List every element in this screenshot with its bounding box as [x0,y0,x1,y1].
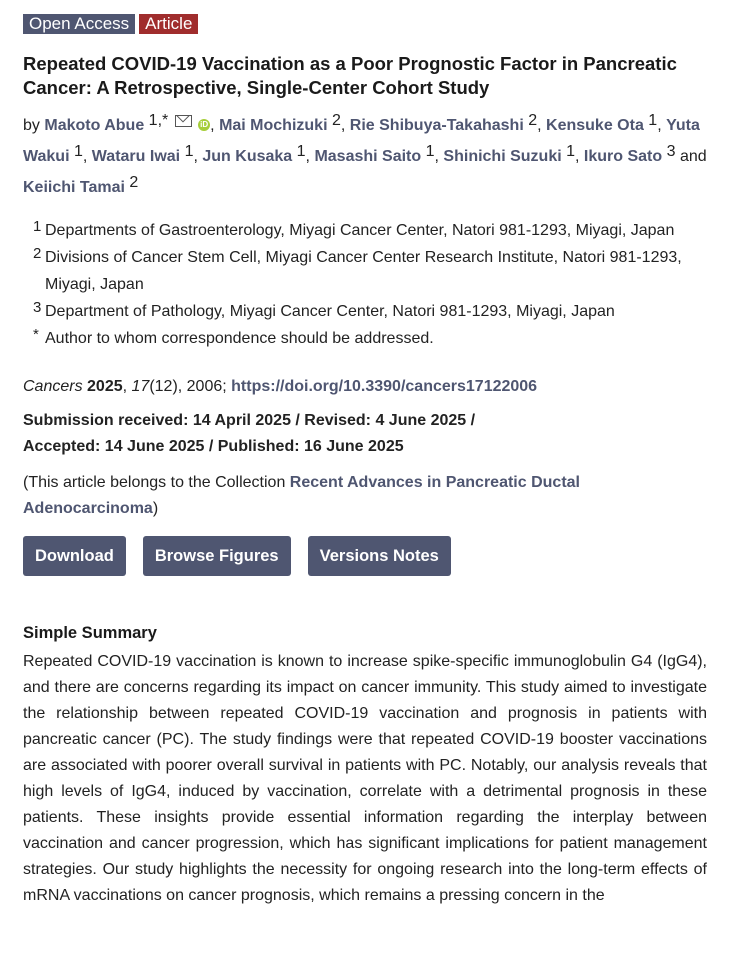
author-sup: 2 [528,112,538,129]
author-link[interactable]: Shinichi Suzuki [443,148,562,165]
author-link[interactable]: Yuta Wakui [23,117,700,165]
affiliation-text: Departments of Gastroenterology, Miyagi Cancer Center, Natori 981-1293, Miyagi, Japan [45,222,675,239]
author-sup: 1 [296,143,306,160]
collection-suffix: ) [152,500,159,517]
simple-summary-text: Repeated COVID-19 vaccination is known to increase spike-specific immunoglobulin G4 (IgG4), and there are concerns regarding its impact on cancer immunity. This study aimed to investigate the relationship between repeated COVID-19 vaccination and prognosis in patients with pancreatic cancer (PC). The study findings were that repeated COVID-19 booster vaccinations are associated with poorer overall survival in patients with PC. Notably, our analysis reveals that high levels of IgG4, induced by vaccination, correlate with a detrimental prognosis in these patients. These insights provide essential information regarding the interplay between vaccination and cancer progression, which has significant implications for patient management strategies. Our study highlights the necessity for ongoing research into the long-term effects of mRNA vaccinations on cancer prognosis, which remains a pressing concern in the [23,653,707,904]
collection-link[interactable]: Recent Advances in Pancreatic Ductal Adenocarcinoma [23,474,580,517]
author-list: by Makoto Abue 1,* iD , Mai Mochizuki 2, Rie Shibuya-Takahashi 2, Kensuke Ota 1, Yuta Wakui 1, Wataru Iwai 1, Jun Kusaka 1, Masashi Saito 1, Shinichi Suzuki 1, Ikuro Sato 3 and Keiichi Tamai 2 [23,112,707,196]
orcid-icon[interactable]: iD [200,120,209,129]
author-sup: 1 [425,143,435,160]
author-sup: 1,* [148,112,169,129]
affiliation-number: 3 [33,299,42,316]
affiliation-item [33,325,707,352]
citation-volume: 17 [131,378,150,395]
author-link[interactable]: Rie Shibuya-Takahashi [349,117,524,134]
journal-name: Cancers [23,378,83,395]
affiliation-item [33,298,707,325]
author-sup: 2 [129,174,139,191]
author-sup: 1 [566,143,576,160]
dates-line-1: Submission received: 14 April 2025 / Revised: 4 June 2025 / [23,412,476,429]
author-sup: 3 [666,143,676,160]
author-link[interactable]: Kensuke Ota [546,117,644,134]
browse-figures-button[interactable]: Browse Figures [143,536,291,576]
author-link[interactable]: Jun Kusaka [202,148,293,165]
affiliation-text: Divisions of Cancer Stem Cell, Miyagi Cancer Center Research Institute, Natori 981-1293, Miyagi, Japan [45,249,682,293]
author-link[interactable]: Keiichi Tamai [23,179,125,196]
citation-year: 2025 [87,378,123,395]
open-access-badge: Open Access [23,14,135,34]
action-buttons [23,536,707,576]
publication-dates [23,408,707,460]
article-type-badge: Article [139,14,198,34]
dates-line-2: Accepted: 14 June 2025 / Published: 16 June 2025 [23,438,404,455]
affiliation-text: Department of Pathology, Miyagi Cancer Center, Natori 981-1293, Miyagi, Japan [45,303,615,320]
author-sup: 1 [73,143,83,160]
collection-note [23,470,707,522]
simple-summary-heading: Simple Summary [23,624,157,642]
author-sup: 1 [648,112,658,129]
citation-line: Cancers 2025, 17(12), 2006; https://doi.org/10.3390/cancers17122006 [23,378,538,395]
article-badges [23,14,707,34]
author-sup: 1 [184,143,194,160]
author-link[interactable]: Ikuro Sato [583,148,663,165]
affiliation-number: 2 [33,245,42,262]
download-button[interactable]: Download [23,536,126,576]
affiliation-list [23,217,707,352]
author-sup: 2 [331,112,341,129]
author-link[interactable]: Masashi Saito [314,148,422,165]
mail-icon[interactable] [175,115,192,127]
versions-notes-button[interactable]: Versions Notes [308,536,451,576]
and-label: and [679,148,707,165]
collection-prefix: (This article belongs to the Collection [23,474,290,491]
author-link[interactable]: Mai Mochizuki [219,117,328,134]
affiliation-text: Author to whom correspondence should be addressed. [45,330,434,347]
affiliation-number: * [33,326,39,343]
by-label: by [23,117,40,134]
doi-link[interactable]: https://doi.org/10.3390/cancers17122006 [231,378,538,395]
article-title: Repeated COVID-19 Vaccination as a Poor Prognostic Factor in Pancreatic Cancer: A Retrospective, Single-Center Cohort Study [23,53,677,98]
author-link[interactable]: Wataru Iwai [91,148,181,165]
author-link[interactable]: Makoto Abue [44,117,145,134]
affiliation-item [33,217,707,244]
affiliation-item [33,244,707,298]
affiliation-number: 1 [33,218,42,235]
citation-issue-pages: (12), 2006; [149,378,232,395]
